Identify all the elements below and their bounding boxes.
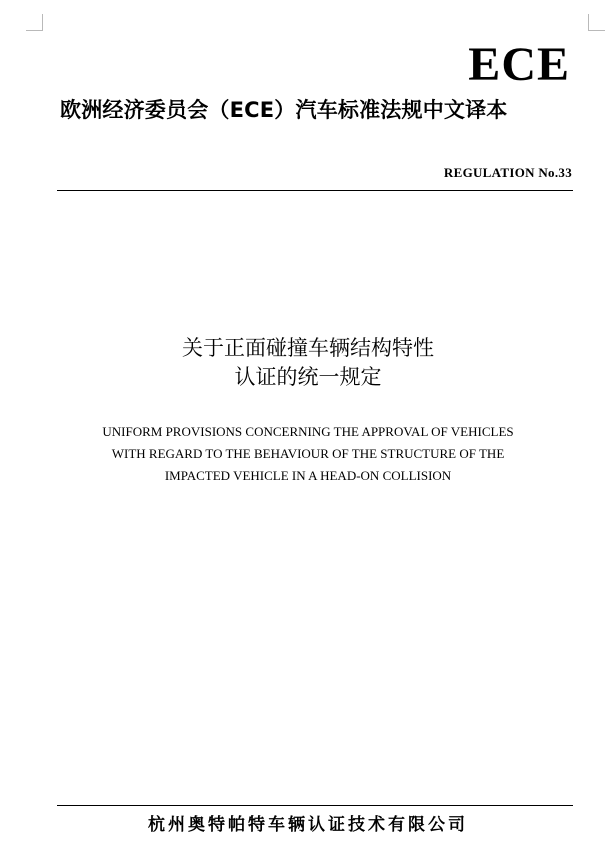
chinese-title-line-2: 认证的统一规定 bbox=[234, 365, 382, 389]
regulation-number: REGULATION No.33 bbox=[443, 165, 572, 180]
header-divider bbox=[57, 190, 573, 191]
english-title bbox=[0, 421, 616, 487]
crop-mark-top-right bbox=[588, 14, 605, 31]
chinese-title-line-1: 关于正面碰撞车辆结构特性 bbox=[182, 336, 434, 360]
publisher-name: 杭州奥特帕特车辆认证技术有限公司 bbox=[148, 815, 468, 835]
chinese-title bbox=[0, 334, 616, 392]
crop-mark-top-left bbox=[26, 14, 43, 31]
english-title-line-3: IMPACTED VEHICLE IN A HEAD-ON COLLISION bbox=[164, 468, 452, 483]
header-title: 欧洲经济委员会（ECE）汽车标准法规中文译本 bbox=[60, 98, 508, 122]
footer-divider bbox=[57, 805, 573, 806]
english-title-line-2: WITH REGARD TO THE BEHAVIOUR OF THE STRUCTURE OF THE bbox=[111, 446, 505, 461]
ece-logo: ECE bbox=[468, 38, 570, 91]
english-title-line-1: UNIFORM PROVISIONS CONCERNING THE APPROVAL OF VEHICLES bbox=[102, 424, 514, 439]
